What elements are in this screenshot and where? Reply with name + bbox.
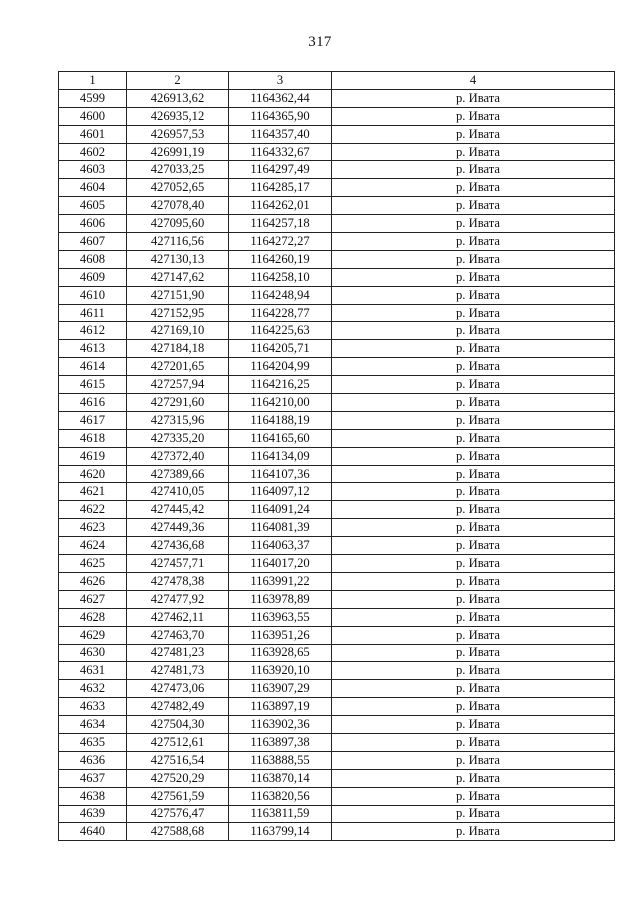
x-coordinate-cell: 427033,25 [127,161,229,179]
point-number-cell: 4619 [59,447,127,465]
feature-name-cell: р. Ивата [332,787,615,805]
feature-name-cell: р. Ивата [332,125,615,143]
x-coordinate-cell: 427052,65 [127,179,229,197]
feature-name-cell: р. Ивата [332,304,615,322]
feature-name-cell: р. Ивата [332,179,615,197]
point-number-cell: 4604 [59,179,127,197]
y-coordinate-cell: 1164134,09 [229,447,332,465]
y-coordinate-cell: 1163978,89 [229,590,332,608]
point-number-cell: 4617 [59,411,127,429]
table-row [59,358,615,376]
y-coordinate-cell: 1164260,19 [229,250,332,268]
x-coordinate-cell: 427504,30 [127,716,229,734]
x-coordinate-cell: 427436,68 [127,537,229,555]
table-row [59,465,615,483]
feature-name-cell: р. Ивата [332,519,615,537]
y-coordinate-cell: 1164017,20 [229,555,332,573]
y-coordinate-cell: 1163870,14 [229,769,332,787]
y-coordinate-cell: 1164107,36 [229,465,332,483]
point-number-cell: 4599 [59,89,127,107]
point-number-cell: 4635 [59,733,127,751]
x-coordinate-cell: 427257,94 [127,376,229,394]
table-row [59,608,615,626]
table-row [59,89,615,107]
table-row [59,787,615,805]
point-number-cell: 4603 [59,161,127,179]
y-coordinate-cell: 1164297,49 [229,161,332,179]
table-row [59,376,615,394]
y-coordinate-cell: 1164248,94 [229,286,332,304]
table-row [59,394,615,412]
y-coordinate-cell: 1164225,63 [229,322,332,340]
table-row [59,197,615,215]
table-row [59,340,615,358]
x-coordinate-cell: 427478,38 [127,572,229,590]
point-number-cell: 4630 [59,644,127,662]
x-coordinate-cell: 427201,65 [127,358,229,376]
y-coordinate-cell: 1164362,44 [229,89,332,107]
point-number-cell: 4611 [59,304,127,322]
feature-name-cell: р. Ивата [332,340,615,358]
x-coordinate-cell: 427473,06 [127,680,229,698]
point-number-cell: 4625 [59,555,127,573]
table-row [59,125,615,143]
x-coordinate-cell: 427512,61 [127,733,229,751]
x-coordinate-cell: 427449,36 [127,519,229,537]
y-coordinate-cell: 1164205,71 [229,340,332,358]
table-row [59,268,615,286]
y-coordinate-cell: 1164210,00 [229,394,332,412]
point-number-cell: 4639 [59,805,127,823]
x-coordinate-cell: 427481,23 [127,644,229,662]
table-row [59,143,615,161]
y-coordinate-cell: 1163902,36 [229,716,332,734]
feature-name-cell: р. Ивата [332,698,615,716]
x-coordinate-cell: 427445,42 [127,501,229,519]
table-row [59,447,615,465]
table-row [59,537,615,555]
x-coordinate-cell: 427116,56 [127,233,229,251]
y-coordinate-cell: 1163991,22 [229,572,332,590]
feature-name-cell: р. Ивата [332,197,615,215]
y-coordinate-cell: 1163920,10 [229,662,332,680]
table-row [59,250,615,268]
feature-name-cell: р. Ивата [332,411,615,429]
x-coordinate-cell: 427095,60 [127,215,229,233]
table-row [59,680,615,698]
feature-name-cell: р. Ивата [332,805,615,823]
y-coordinate-cell: 1164204,99 [229,358,332,376]
feature-name-cell: р. Ивата [332,680,615,698]
point-number-cell: 4638 [59,787,127,805]
y-coordinate-cell: 1164097,12 [229,483,332,501]
point-number-cell: 4627 [59,590,127,608]
x-coordinate-cell: 427130,13 [127,250,229,268]
feature-name-cell: р. Ивата [332,769,615,787]
point-number-cell: 4640 [59,823,127,841]
y-coordinate-cell: 1164188,19 [229,411,332,429]
y-coordinate-cell: 1164165,60 [229,429,332,447]
y-coordinate-cell: 1164216,25 [229,376,332,394]
x-coordinate-cell: 427588,68 [127,823,229,841]
table-row [59,519,615,537]
column-header-2: 2 [127,72,229,90]
table-row [59,429,615,447]
table-row [59,751,615,769]
y-coordinate-cell: 1163897,19 [229,698,332,716]
point-number-cell: 4608 [59,250,127,268]
x-coordinate-cell: 427457,71 [127,555,229,573]
feature-name-cell: р. Ивата [332,555,615,573]
x-coordinate-cell: 427335,20 [127,429,229,447]
feature-name-cell: р. Ивата [332,590,615,608]
x-coordinate-cell: 427389,66 [127,465,229,483]
point-number-cell: 4624 [59,537,127,555]
point-number-cell: 4613 [59,340,127,358]
x-coordinate-cell: 427477,92 [127,590,229,608]
point-number-cell: 4620 [59,465,127,483]
table-row [59,304,615,322]
feature-name-cell: р. Ивата [332,733,615,751]
y-coordinate-cell: 1164228,77 [229,304,332,322]
y-coordinate-cell: 1163907,29 [229,680,332,698]
feature-name-cell: р. Ивата [332,143,615,161]
table-row [59,215,615,233]
point-number-cell: 4600 [59,107,127,125]
y-coordinate-cell: 1163799,14 [229,823,332,841]
feature-name-cell: р. Ивата [332,501,615,519]
point-number-cell: 4610 [59,286,127,304]
column-header-1: 1 [59,72,127,90]
feature-name-cell: р. Ивата [332,268,615,286]
feature-name-cell: р. Ивата [332,751,615,769]
x-coordinate-cell: 427152,95 [127,304,229,322]
x-coordinate-cell: 427410,05 [127,483,229,501]
point-number-cell: 4618 [59,429,127,447]
column-header-3: 3 [229,72,332,90]
table-row [59,286,615,304]
y-coordinate-cell: 1163820,56 [229,787,332,805]
y-coordinate-cell: 1164285,17 [229,179,332,197]
feature-name-cell: р. Ивата [332,358,615,376]
point-number-cell: 4633 [59,698,127,716]
feature-name-cell: р. Ивата [332,215,615,233]
feature-name-cell: р. Ивата [332,107,615,125]
feature-name-cell: р. Ивата [332,608,615,626]
table-row [59,626,615,644]
table-header-row [59,72,615,90]
point-number-cell: 4632 [59,680,127,698]
column-header-4: 4 [332,72,615,90]
point-number-cell: 4629 [59,626,127,644]
x-coordinate-cell: 427184,18 [127,340,229,358]
x-coordinate-cell: 427463,70 [127,626,229,644]
feature-name-cell: р. Ивата [332,322,615,340]
x-coordinate-cell: 427481,73 [127,662,229,680]
table-row [59,716,615,734]
y-coordinate-cell: 1164365,90 [229,107,332,125]
x-coordinate-cell: 427315,96 [127,411,229,429]
table-row [59,555,615,573]
y-coordinate-cell: 1163928,65 [229,644,332,662]
feature-name-cell: р. Ивата [332,823,615,841]
point-number-cell: 4622 [59,501,127,519]
point-number-cell: 4628 [59,608,127,626]
y-coordinate-cell: 1163888,55 [229,751,332,769]
feature-name-cell: р. Ивата [332,89,615,107]
y-coordinate-cell: 1163951,26 [229,626,332,644]
y-coordinate-cell: 1164063,37 [229,537,332,555]
feature-name-cell: р. Ивата [332,483,615,501]
table-row [59,769,615,787]
y-coordinate-cell: 1164091,24 [229,501,332,519]
point-number-cell: 4634 [59,716,127,734]
x-coordinate-cell: 427516,54 [127,751,229,769]
feature-name-cell: р. Ивата [332,644,615,662]
feature-name-cell: р. Ивата [332,376,615,394]
table-row [59,698,615,716]
x-coordinate-cell: 426913,62 [127,89,229,107]
feature-name-cell: р. Ивата [332,250,615,268]
feature-name-cell: р. Ивата [332,662,615,680]
page-number: 317 [308,34,332,50]
y-coordinate-cell: 1163811,59 [229,805,332,823]
point-number-cell: 4621 [59,483,127,501]
x-coordinate-cell: 427561,59 [127,787,229,805]
feature-name-cell: р. Ивата [332,429,615,447]
x-coordinate-cell: 427147,62 [127,268,229,286]
table-row [59,483,615,501]
table-row [59,411,615,429]
feature-name-cell: р. Ивата [332,286,615,304]
point-number-cell: 4602 [59,143,127,161]
feature-name-cell: р. Ивата [332,233,615,251]
x-coordinate-cell: 427169,10 [127,322,229,340]
y-coordinate-cell: 1164357,40 [229,125,332,143]
x-coordinate-cell: 427078,40 [127,197,229,215]
x-coordinate-cell: 427482,49 [127,698,229,716]
table-row [59,501,615,519]
x-coordinate-cell: 427372,40 [127,447,229,465]
table-row [59,322,615,340]
table-row [59,733,615,751]
feature-name-cell: р. Ивата [332,537,615,555]
y-coordinate-cell: 1164272,27 [229,233,332,251]
point-number-cell: 4623 [59,519,127,537]
table-row [59,161,615,179]
x-coordinate-cell: 427462,11 [127,608,229,626]
point-number-cell: 4636 [59,751,127,769]
point-number-cell: 4601 [59,125,127,143]
feature-name-cell: р. Ивата [332,447,615,465]
y-coordinate-cell: 1164258,10 [229,268,332,286]
feature-name-cell: р. Ивата [332,572,615,590]
x-coordinate-cell: 426991,19 [127,143,229,161]
point-number-cell: 4614 [59,358,127,376]
coordinates-table [58,71,615,841]
point-number-cell: 4616 [59,394,127,412]
table-body [59,89,615,840]
point-number-cell: 4607 [59,233,127,251]
point-number-cell: 4637 [59,769,127,787]
feature-name-cell: р. Ивата [332,465,615,483]
feature-name-cell: р. Ивата [332,161,615,179]
table-row [59,572,615,590]
point-number-cell: 4612 [59,322,127,340]
table-row [59,107,615,125]
table-row [59,233,615,251]
y-coordinate-cell: 1164257,18 [229,215,332,233]
table-row [59,644,615,662]
y-coordinate-cell: 1163963,55 [229,608,332,626]
x-coordinate-cell: 426957,53 [127,125,229,143]
feature-name-cell: р. Ивата [332,626,615,644]
table-row [59,805,615,823]
table-row [59,662,615,680]
table-row [59,590,615,608]
feature-name-cell: р. Ивата [332,716,615,734]
point-number-cell: 4606 [59,215,127,233]
y-coordinate-cell: 1164262,01 [229,197,332,215]
y-coordinate-cell: 1164081,39 [229,519,332,537]
point-number-cell: 4631 [59,662,127,680]
y-coordinate-cell: 1164332,67 [229,143,332,161]
y-coordinate-cell: 1163897,38 [229,733,332,751]
point-number-cell: 4605 [59,197,127,215]
x-coordinate-cell: 427151,90 [127,286,229,304]
x-coordinate-cell: 427291,60 [127,394,229,412]
table-row [59,179,615,197]
point-number-cell: 4626 [59,572,127,590]
x-coordinate-cell: 427576,47 [127,805,229,823]
table-row [59,823,615,841]
x-coordinate-cell: 426935,12 [127,107,229,125]
feature-name-cell: р. Ивата [332,394,615,412]
point-number-cell: 4615 [59,376,127,394]
x-coordinate-cell: 427520,29 [127,769,229,787]
point-number-cell: 4609 [59,268,127,286]
